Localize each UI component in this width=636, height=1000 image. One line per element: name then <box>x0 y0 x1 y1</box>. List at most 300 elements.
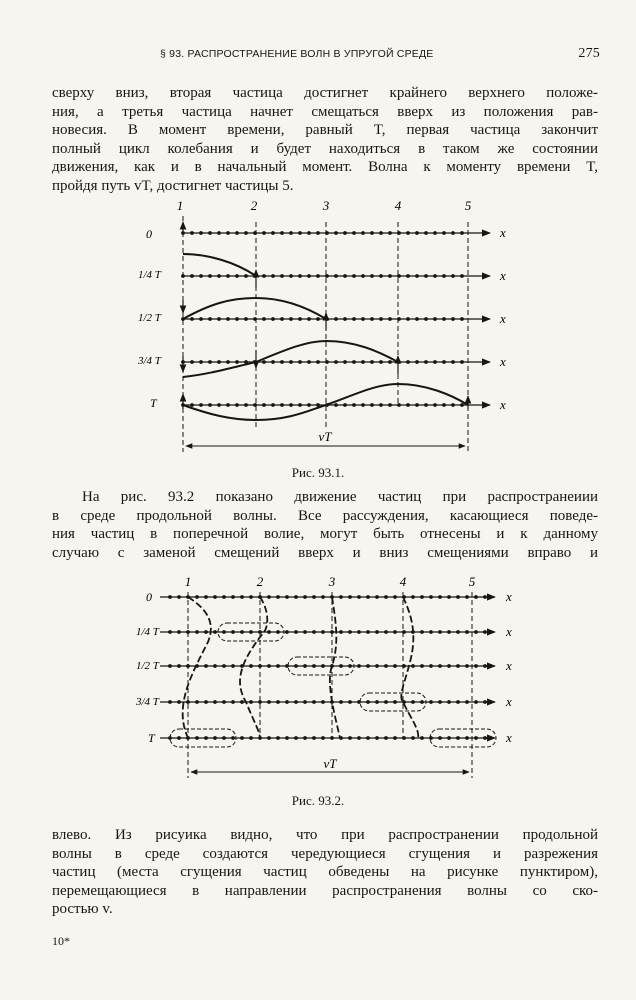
particle-dot <box>231 595 235 599</box>
particle-dot <box>483 736 487 740</box>
particle-dot <box>316 403 320 407</box>
particle-dot <box>438 595 442 599</box>
particle-dot <box>303 700 307 704</box>
particle-dot <box>321 630 325 634</box>
particle-dot <box>352 274 356 278</box>
particle-dot <box>460 403 464 407</box>
particle-dot <box>357 700 361 704</box>
axis-x-label: x <box>506 730 512 745</box>
particle-dot <box>177 700 181 704</box>
particle-dot <box>352 403 356 407</box>
particle-label-2: 2 <box>256 574 264 589</box>
particle-dot <box>456 630 460 634</box>
particle-label-1: 1 <box>176 198 184 213</box>
particle-dot <box>240 700 244 704</box>
particle-dot <box>442 317 446 321</box>
particle-dot <box>249 595 253 599</box>
particle-dot <box>379 360 383 364</box>
figure-93-2-caption: Рис. 93.2. <box>291 793 345 808</box>
particle-dot <box>213 736 217 740</box>
particle-dot <box>258 630 262 634</box>
particle-dot <box>388 360 392 364</box>
particle-dot <box>312 700 316 704</box>
particle-dot <box>325 274 329 278</box>
particle-dot <box>474 700 478 704</box>
particle-dot <box>334 231 338 235</box>
particle-dot <box>285 630 289 634</box>
particle-dot <box>460 360 464 364</box>
page-number: 275 <box>578 46 600 61</box>
particle-dot <box>312 664 316 668</box>
particle-dot <box>379 274 383 278</box>
particle-dot <box>442 231 446 235</box>
particle-dot <box>411 595 415 599</box>
time-label-T: T <box>150 396 157 410</box>
particle-dot <box>370 231 374 235</box>
signature-mark: 10* <box>52 934 70 948</box>
particle-dot <box>366 595 370 599</box>
particle-dot <box>339 595 343 599</box>
particle-dot <box>474 630 478 634</box>
particle-dot <box>258 700 262 704</box>
particle-dot <box>204 700 208 704</box>
particle-dot <box>213 595 217 599</box>
time-label-0: 0 <box>146 590 152 604</box>
particle-dot <box>226 231 230 235</box>
particle-dot <box>181 317 185 321</box>
paragraph-1 <box>52 84 598 196</box>
particle-dot <box>438 630 442 634</box>
axis-x-label: x <box>506 589 512 604</box>
text-line: полный цикл колебания и будет находиться в таком же состоянии <box>52 140 598 157</box>
particle-dot <box>379 317 383 321</box>
particle-dot <box>312 736 316 740</box>
particle-dot <box>249 736 253 740</box>
figure-93-2 <box>130 572 530 786</box>
particle-dot <box>244 231 248 235</box>
particle-label-3: 3 <box>328 574 336 589</box>
particle-dot <box>402 630 406 634</box>
particle-dot <box>330 700 334 704</box>
axis-x-label: x <box>506 624 512 639</box>
particle-trajectories <box>183 597 419 738</box>
text-line: частиц (места сгущения частиц обведены на рисунке пунктиром), <box>52 864 598 881</box>
text-line: пройдя путь vT, достигнет частицы 5. <box>52 177 294 194</box>
particle-dot <box>330 736 334 740</box>
particle-dot <box>226 360 230 364</box>
particle-dot <box>276 664 280 668</box>
particle-dot <box>199 360 203 364</box>
particle-dot <box>190 231 194 235</box>
particle-dot <box>433 317 437 321</box>
particle-dot <box>177 630 181 634</box>
particle-dot <box>420 595 424 599</box>
particle-dot <box>460 231 464 235</box>
particle-dot <box>181 274 185 278</box>
particle-dot <box>325 360 329 364</box>
particle-dot <box>447 700 451 704</box>
particle-dot <box>384 736 388 740</box>
particle-dot <box>312 630 316 634</box>
particle-dot <box>429 736 433 740</box>
particle-dot <box>379 231 383 235</box>
particle-dot <box>267 630 271 634</box>
particle-dot <box>438 736 442 740</box>
particle-dot <box>451 231 455 235</box>
particle-dot <box>361 274 365 278</box>
axis-x-label: x <box>500 311 506 326</box>
particle-dot <box>195 630 199 634</box>
particle-dot <box>388 274 392 278</box>
particle-dot <box>168 664 172 668</box>
particle-label-2: 2 <box>250 198 258 213</box>
particle-dot <box>325 403 329 407</box>
particle-dot <box>384 700 388 704</box>
particle-dot <box>253 317 257 321</box>
particle-dot <box>303 630 307 634</box>
particle-dot <box>429 630 433 634</box>
particle-dot <box>276 630 280 634</box>
particle-dot <box>447 664 451 668</box>
axis-x-label: x <box>506 694 512 709</box>
particle-dot <box>186 630 190 634</box>
time-label-quarter: 1/4 T <box>138 269 161 281</box>
particle-dot <box>177 595 181 599</box>
particle-dot <box>240 736 244 740</box>
particle-dot <box>348 736 352 740</box>
time-label-half: 1/2 T <box>138 312 161 324</box>
particle-dot <box>429 700 433 704</box>
particle-dot <box>222 700 226 704</box>
particle-dot <box>195 664 199 668</box>
particle-dot <box>213 630 217 634</box>
particle-dot <box>294 664 298 668</box>
particle-dot <box>388 403 392 407</box>
particle-dot <box>433 360 437 364</box>
text-line: сверху вниз, вторая частица достигнет крайнего верхнего положе- <box>52 85 598 101</box>
particle-dot <box>429 664 433 668</box>
particle-dot <box>294 630 298 634</box>
particle-dot <box>204 736 208 740</box>
particle-dot <box>168 736 172 740</box>
particle-dot <box>420 736 424 740</box>
particle-dot <box>330 664 334 668</box>
particle-dot <box>298 274 302 278</box>
particle-dot <box>240 664 244 668</box>
particle-dot <box>217 231 221 235</box>
particle-dot <box>433 403 437 407</box>
figure-93-1 <box>130 196 530 460</box>
particle-dot <box>262 274 266 278</box>
particle-dot <box>393 595 397 599</box>
particle-dot <box>276 700 280 704</box>
particle-dot <box>393 736 397 740</box>
particle-dot <box>276 595 280 599</box>
particle-dot <box>424 360 428 364</box>
particle-dot <box>217 274 221 278</box>
particle-dot <box>208 403 212 407</box>
particle-dot <box>190 274 194 278</box>
particle-dot <box>186 700 190 704</box>
time-label-three-quarter: 3/4 T <box>138 355 161 367</box>
particle-dot <box>474 595 478 599</box>
particle-dot <box>307 231 311 235</box>
particle-dot <box>204 595 208 599</box>
span-vT-label: vT <box>318 429 332 444</box>
particle-dot <box>217 317 221 321</box>
particle-dot <box>438 700 442 704</box>
particle-dot <box>348 700 352 704</box>
particle-dots <box>168 595 487 740</box>
particle-dot <box>406 274 410 278</box>
particle-dot <box>222 664 226 668</box>
text-line: На рис. 93.2 показано движение частиц при распространеиии <box>82 489 598 505</box>
particle-dot <box>289 317 293 321</box>
particle-dot <box>370 360 374 364</box>
particle-dot <box>483 630 487 634</box>
running-header-title: § 93. РАСПРОСТРАНЕНИЕ ВОЛН В УПРУГОЙ СРЕДЕ <box>160 48 434 60</box>
particle-dot <box>424 317 428 321</box>
particle-dot <box>199 274 203 278</box>
particle-dot <box>348 595 352 599</box>
particle-dot <box>298 317 302 321</box>
particle-dot <box>231 700 235 704</box>
axis-x-label: x <box>500 397 506 412</box>
particle-dot <box>204 630 208 634</box>
axis-x-label: x <box>500 268 506 283</box>
particle-dot <box>465 700 469 704</box>
particle-dot <box>334 403 338 407</box>
running-header <box>160 46 600 64</box>
particle-dot <box>348 664 352 668</box>
particle-dot <box>384 595 388 599</box>
particle-label-1: 1 <box>184 574 192 589</box>
particle-dot <box>456 700 460 704</box>
particle-dot <box>334 274 338 278</box>
particle-dot <box>465 736 469 740</box>
particle-dot <box>402 736 406 740</box>
particle-dot <box>321 595 325 599</box>
particle-dot <box>289 403 293 407</box>
particle-dot <box>357 664 361 668</box>
particle-dot <box>267 700 271 704</box>
particle-dot <box>303 736 307 740</box>
particle-dot <box>231 630 235 634</box>
particle-dot <box>294 595 298 599</box>
particle-dot <box>411 700 415 704</box>
particle-dot <box>253 231 257 235</box>
time-label-quarter: 1/4 T <box>136 626 159 638</box>
particle-dot <box>168 630 172 634</box>
particle-dot <box>186 736 190 740</box>
particle-dot <box>424 403 428 407</box>
particle-dot <box>411 630 415 634</box>
text-line: ния частиц в поперечной волие, могут быть отнесены и к данному <box>52 526 598 543</box>
particle-dot <box>375 664 379 668</box>
particle-label-5: 5 <box>468 574 476 589</box>
span-vT-label: vT <box>323 756 337 771</box>
particle-dot <box>249 700 253 704</box>
particle-dot <box>262 231 266 235</box>
particle-dot <box>465 664 469 668</box>
particle-dot <box>285 595 289 599</box>
particle-dot <box>267 664 271 668</box>
particle-dot <box>451 403 455 407</box>
particle-dot <box>406 360 410 364</box>
particle-dot <box>316 274 320 278</box>
particle-dot <box>388 317 392 321</box>
particle-dot <box>217 403 221 407</box>
particle-dot <box>168 700 172 704</box>
particle-dot <box>307 360 311 364</box>
text-line: ния, а третья частица начнет смещаться вверх из положения рав- <box>52 103 598 120</box>
particle-dot <box>321 664 325 668</box>
particle-dot <box>420 700 424 704</box>
particle-dot <box>271 274 275 278</box>
particle-dot <box>267 595 271 599</box>
particle-dot <box>442 360 446 364</box>
axis-x-label: x <box>500 225 506 240</box>
particle-dot <box>303 664 307 668</box>
particle-dot <box>357 736 361 740</box>
particle-dot <box>262 360 266 364</box>
particle-dot <box>456 736 460 740</box>
particle-dot <box>447 736 451 740</box>
particle-dot <box>262 317 266 321</box>
particle-dot <box>195 700 199 704</box>
particle-dot <box>258 664 262 668</box>
particle-dot <box>294 736 298 740</box>
particle-dot <box>334 360 338 364</box>
particle-dot <box>420 664 424 668</box>
particle-dot <box>397 231 401 235</box>
particle-dot <box>397 403 401 407</box>
particle-dot <box>289 360 293 364</box>
particle-dot <box>285 700 289 704</box>
particle-dot <box>195 595 199 599</box>
particle-dot <box>298 360 302 364</box>
particle-dot <box>307 403 311 407</box>
particle-dot <box>289 231 293 235</box>
particle-dot <box>411 664 415 668</box>
particle-dot <box>339 630 343 634</box>
particle-dot <box>208 231 212 235</box>
particle-dot <box>357 630 361 634</box>
particle-dot <box>429 595 433 599</box>
particle-dot <box>366 664 370 668</box>
particle-dot <box>312 595 316 599</box>
particle-dot <box>474 736 478 740</box>
particle-dot <box>406 231 410 235</box>
text-line: в среде продольной волны. Все рассуждения, касающиеся поведе- <box>52 507 598 524</box>
particle-dot <box>474 664 478 668</box>
particle-dot <box>424 231 428 235</box>
particle-dot <box>451 317 455 321</box>
particle-dot <box>222 595 226 599</box>
particle-dot <box>366 736 370 740</box>
particle-dot <box>352 317 356 321</box>
text-line: волны в среде создаются чередующиеся сгущения и разрежения <box>52 845 598 862</box>
particle-dot <box>483 700 487 704</box>
particle-dot <box>231 664 235 668</box>
particle-dot <box>280 403 284 407</box>
particle-dot <box>375 595 379 599</box>
particle-dot <box>253 403 257 407</box>
particle-dot <box>339 664 343 668</box>
particle-dot <box>402 700 406 704</box>
text-line: влево. Из рисуика видно, что при распространении продольной <box>52 827 598 843</box>
particle-dot <box>258 595 262 599</box>
particle-dot <box>316 231 320 235</box>
particle-dot <box>276 736 280 740</box>
particle-dot <box>388 231 392 235</box>
particle-dot <box>447 595 451 599</box>
particle-dot <box>190 360 194 364</box>
particle-dot <box>168 595 172 599</box>
particle-dot <box>294 700 298 704</box>
particle-dot <box>280 360 284 364</box>
vertical-guides <box>188 592 472 778</box>
particle-dot <box>375 630 379 634</box>
condensation-zones <box>170 623 496 747</box>
particle-dot <box>249 630 253 634</box>
particle-dot <box>415 403 419 407</box>
particle-label-4: 4 <box>394 198 402 213</box>
particle-dot <box>415 360 419 364</box>
text-line: ростью v. <box>52 901 113 918</box>
particle-dot <box>186 664 190 668</box>
particle-dot <box>393 664 397 668</box>
particle-dot <box>330 595 334 599</box>
particle-dot <box>244 274 248 278</box>
particle-dot <box>280 317 284 321</box>
particle-dot <box>226 403 230 407</box>
particle-label-3: 3 <box>322 198 330 213</box>
axis-x-label: x <box>500 354 506 369</box>
particle-dot <box>379 403 383 407</box>
figure-93-1-caption: Рис. 93.1. <box>291 465 345 480</box>
particle-dot <box>285 736 289 740</box>
particle-dot <box>402 664 406 668</box>
particle-dot <box>204 664 208 668</box>
particle-dot <box>366 700 370 704</box>
particle-dot <box>235 360 239 364</box>
time-label-three-quarter: 3/4 T <box>136 696 159 708</box>
particle-dot <box>393 700 397 704</box>
particle-dot <box>411 736 415 740</box>
particle-dot <box>366 630 370 634</box>
particle-dot <box>361 231 365 235</box>
particle-dot <box>298 403 302 407</box>
particle-dot <box>244 403 248 407</box>
particle-dot <box>208 360 212 364</box>
particle-dot <box>307 317 311 321</box>
particle-dot <box>231 736 235 740</box>
particle-dot <box>280 274 284 278</box>
particle-dot <box>343 274 347 278</box>
particle-dot <box>307 274 311 278</box>
particle-dot <box>361 360 365 364</box>
text-line: перемещающиеся в направлении распространения волны со ско- <box>52 882 598 899</box>
particle-dot <box>262 403 266 407</box>
particle-dot <box>249 664 253 668</box>
particle-dot <box>370 403 374 407</box>
particle-dot <box>213 700 217 704</box>
paragraph-3 <box>52 826 598 919</box>
particle-dot <box>285 664 289 668</box>
particle-dot <box>222 736 226 740</box>
particle-dot <box>370 274 374 278</box>
